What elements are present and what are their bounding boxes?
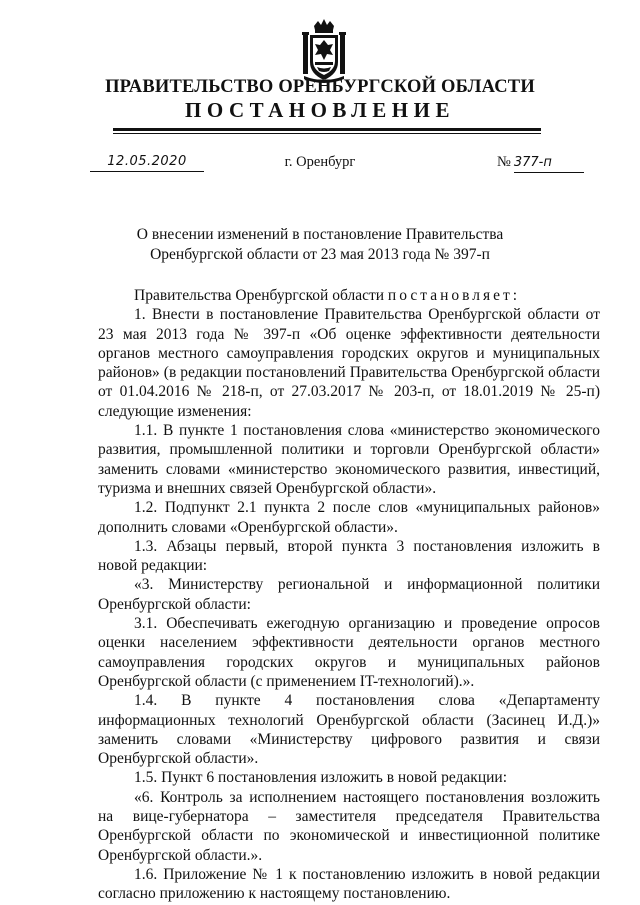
body-paragraph: 1.1. В пункте 1 постановления слова «министерство экономического развития, промышленной политики и торговли Оренбургской области» заменить словами «министерство экономического развития, инвестиций, туризма и внешних связей Оренбургской области». bbox=[98, 422, 600, 497]
body-paragraph: 1.3. Абзацы первый, второй пункта 3 постановления изложить в новой редакции: bbox=[98, 537, 600, 575]
document-meta-row bbox=[0, 153, 640, 177]
document-city: г. Оренбург bbox=[284, 154, 356, 170]
body-paragraph: 1.2. Подпункт 2.1 пункта 2 после слов «муниципальных районов» дополнить словами «Оренбургской области». bbox=[98, 499, 600, 536]
government-title: ПРАВИТЕЛЬСТВО ОРЕНБУРГСКОЙ ОБЛАСТИ bbox=[105, 77, 535, 97]
body-paragraph: 1.5. Пункт 6 постановления изложить в новой редакции: bbox=[134, 769, 508, 787]
subject-line: О внесении изменений в постановление Правительства bbox=[136, 226, 504, 243]
coat-of-arms-icon bbox=[300, 18, 348, 84]
header-divider-thin bbox=[113, 133, 541, 134]
body-paragraph: 3.1. Обеспечивать ежегодную организацию и проведение опросов оценки населением эффективности деятельности органов местного самоуправления городских округов и муниципальных районов Оренбургской области (с применением IT-технологий).». bbox=[98, 615, 600, 690]
intro-decree-word: постановляет: bbox=[387, 287, 521, 304]
body-paragraph: «6. Контроль за исполнением настоящего постановления возложить на вице-губернатора – заместителя председателя Правительства Оренбургской области по экономической и инвестиционной политике Оренбургской области.». bbox=[98, 788, 600, 864]
body-paragraph: «3. Министерству региональной и информационной политики Оренбургской области: bbox=[98, 576, 600, 613]
subject-line: Оренбургской области от 23 мая 2013 года № 397-п bbox=[150, 246, 490, 263]
body-paragraph: 1.6. Приложение № 1 к постановлению изложить в новой редакции согласно приложению к настоящему постановлению. bbox=[98, 865, 600, 903]
number-value: 377-п bbox=[514, 154, 584, 173]
number-label: № bbox=[497, 154, 511, 170]
body-paragraph: 1.4. В пункте 4 постановления слова «Департаменту информационных технологий Оренбургской области (Засинец И.Д.)» заменить словами «Министерству цифрового развития и связи Оренбургской области». bbox=[98, 692, 600, 768]
body-paragraph: 1. Внести в постановление Правительства Оренбургской области от 23 мая 2013 года № 397-п «Об оценке эффективности деятельности органов местного самоуправления городских округов и муниципальных районов» (в редакции постановлений Правительства Оренбургской области от 01.04.2016 № 218-п, от 27.03.2017 № 203-п, от 18.01.2019 № 25-п) следующие изменения: bbox=[98, 306, 600, 420]
document-subject bbox=[0, 225, 640, 265]
intro-paragraph bbox=[98, 286, 600, 305]
document-date: 12.05.2020 bbox=[90, 153, 204, 172]
header-divider-thick bbox=[113, 128, 541, 131]
intro-text: Правительства Оренбургской области bbox=[134, 287, 388, 304]
document-body bbox=[98, 286, 600, 904]
document-number bbox=[497, 153, 584, 173]
document-type-title: ПОСТАНОВЛЕНИЕ bbox=[185, 98, 455, 122]
